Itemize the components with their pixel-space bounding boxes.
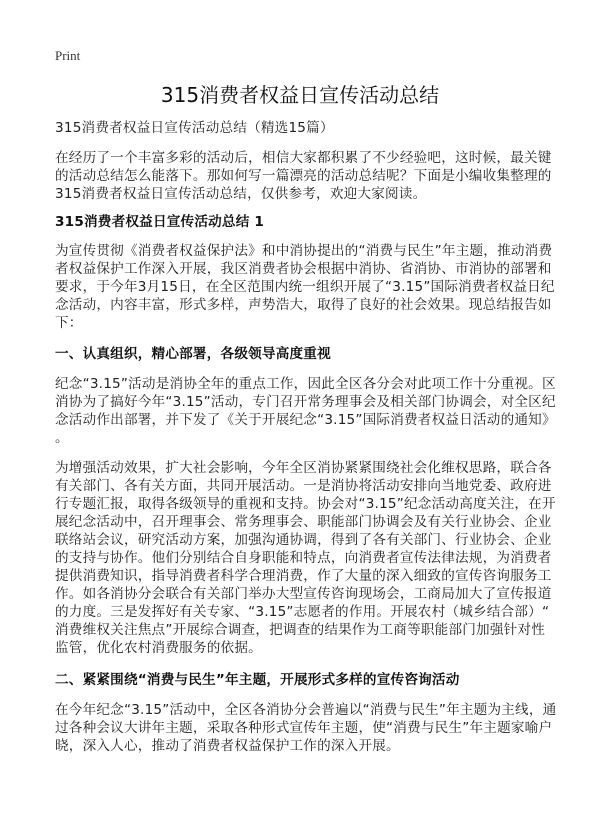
text-line: 的支持与协作。他们分别结合自身职能和特点，向消费者宣传法律法规，为消费者 [55,550,552,566]
text-line: 。 [55,430,69,446]
text-line: 行专题汇报，取得各级领导的重视和支持。协会对“3.15”纪念活动高度关注，在开 [55,496,556,512]
heading-2 [55,671,555,689]
text-line: 在经历了一个丰富多彩的活动后，相信大家都积累了不少经验吧，这时候，最关键 [55,150,552,166]
text-line: 纪念“3.15”活动是消协全年的重点工作，因此全区各分会对此项工作十分重视。区 [55,376,556,392]
text-line: 联络站会议，研究活动方案，加强沟通协调，得到了各有关部门、行业协会、企业 [55,532,552,548]
text-line: 消费维权关注焦点”开展综合调查，把调查的结果作为工商等职能部门加强针对性 [55,622,546,638]
paragraph-1 [55,242,555,332]
text-line: 念活动，内容丰富，形式多样，声势浩大，取得了良好的社会效果。现总结报告如 [55,297,552,313]
paragraph-2 [55,375,555,447]
text-line: 消协为了搞好今年“3.15”活动，专门召开常务理事会及相关部门协调会，对全区纪 [55,394,556,410]
paragraph-3 [55,459,555,657]
page-title: 315消费者权益日宣传活动总结 [160,83,440,107]
text-line: 晓，深入人心，推动了消费者权益保护工作的深入开展。 [55,738,400,754]
text-line: 315消费者权益日宣传活动总结，仅供参考，欢迎大家阅读。 [55,186,427,202]
text-line: 过各种会议大讲年主题，采取各种形式宣传年主题，使“消费与民生”年主题家喻户 [55,720,553,736]
subtitle-text: 315消费者权益日宣传活动总结（精选15篇） [55,120,334,136]
text-line: 要求，于今年3月15日，在全区范围内统一组织开展了“3.15”国际消费者权益日纪 [55,279,555,295]
print-link[interactable]: Print [55,48,81,63]
text-line: 者权益保护工作深入开展，我区消费者协会根据中消协、省消协、市消协的部署和 [55,261,552,277]
text-line: 的力度。三是发挥好有关专家、“3.15”志愿者的作用。开展农村（城乡结合部）“ [55,604,550,620]
text-line: 的活动总结怎么能落下。那如何写一篇漂亮的活动总结呢？下面是小编收集整理的 [55,168,552,184]
text-line: 有关部门、各有关方面，共同开展活动。一是消协将活动安排向当地党委、政府进 [55,478,552,494]
paragraph-4 [55,701,555,755]
text-line: 作。如各消协分会联合有关部门举办大型宣传咨询现场会，工商局加大了宣传报道 [55,586,552,602]
text-line: 监管，优化农村消费服务的依据。 [55,640,262,656]
intro-paragraph [55,149,555,203]
text-line: 为增强活动效果，扩大社会影响，今年全区消协紧紧围绕社会化维权思路，联合各 [55,460,552,476]
text-line: 念活动作出部署，并下发了《关于开展纪念“3.15”国际消费者权益日活动的通知》 [55,412,556,428]
text-line: 在今年纪念“3.15”活动中，全区各消协分会普遍以“消费与民生”年主题为主线，通 [55,702,557,718]
heading-1-text: 一、认真组织，精心部署，各级领导高度重视 [55,346,331,362]
heading-1 [55,345,555,363]
text-line: 展纪念活动中，召开理事会、常务理事会、职能部门协调会及有关行业协会、企业 [55,514,552,530]
text-line: 提供消费知识，指导消费者科学合理消费，作了大量的深入细致的宣传咨询服务工 [55,568,552,584]
section-title-text: 315消费者权益日宣传活动总结 1 [55,214,265,230]
text-line: 下： [55,315,83,331]
text-line: 为宣传贯彻《消费者权益保护法》和中消协提出的“消费与民生”年主题，推动消费 [55,243,553,259]
heading-2-text: 二、紧紧围绕“消费与民生”年主题，开展形式多样的宣传咨询活动 [55,672,460,688]
subtitle [55,119,555,137]
section-title [55,213,555,231]
